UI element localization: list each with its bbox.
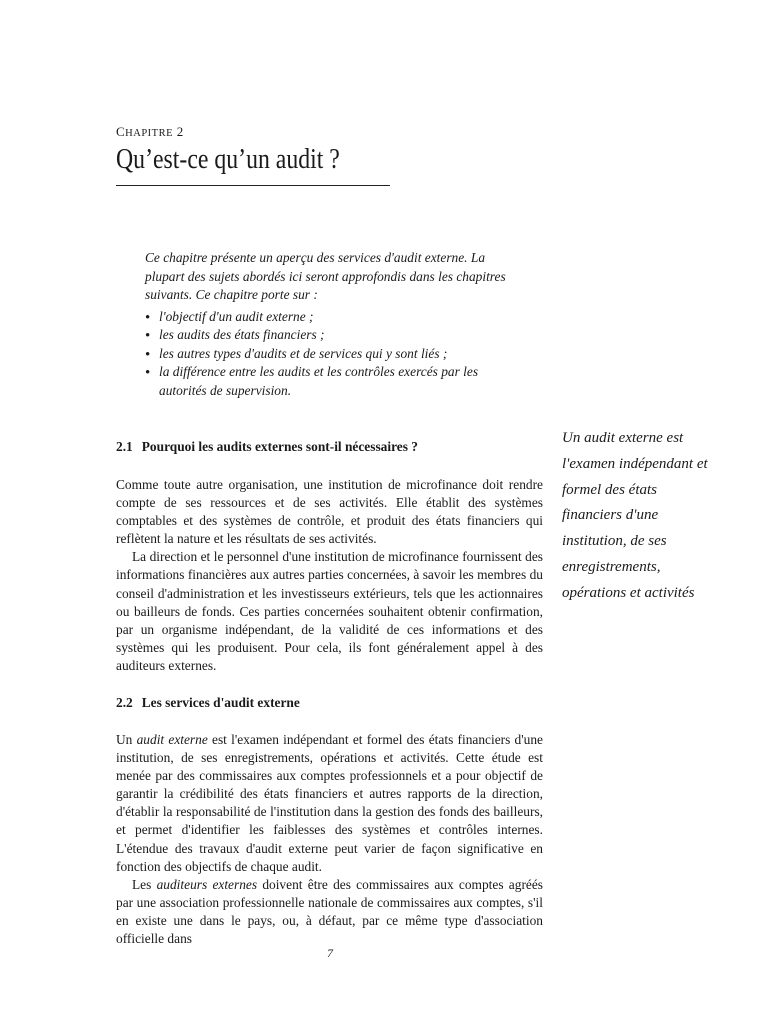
section-title: Les services d'audit externe — [141, 695, 300, 710]
text-run: est l'examen indépendant et formel des états financiers d'une institution, de ses enregistrements, opérations et activités. Cette étude est menée par des commissaires aux comptes professionnels et a pour objectif de garantir la crédibilité des états financiers et autres rapports de la direction, d'établir la responsabilité de l'institution dans la gestion des fonds des bailleurs, et permet d'identifier les faiblesses des systèmes et contrôles internes. L'étendue des travaux d'audit externe peut varier de façon significative en fonction des objectifs de chaque audit. — [116, 732, 543, 874]
section-number: 2.1 — [116, 439, 133, 454]
section-2-2-body — [116, 731, 543, 948]
chapter-label — [116, 124, 184, 140]
text-run: Un — [116, 732, 137, 747]
chapter-intro — [145, 249, 525, 400]
title-rule — [116, 185, 390, 186]
body-paragraph — [116, 876, 543, 948]
margin-note: Un audit externe est l'examen indépendant et formel des états financiers d'une institution, de ses enregistrements, opérations et activités — [562, 430, 708, 601]
intro-bullet: • l'objectif d'un audit externe ; — [145, 308, 525, 327]
body-paragraph — [116, 731, 543, 876]
text-run: doivent être des commissaires aux comptes agréés par une association professionnelle nationale de commissaires aux comptes, s'il en existe une dans le pays, ou, à défaut, par ce même type d'association officielle dans — [116, 876, 544, 947]
intro-bullet: • les audits des états financiers ; — [145, 326, 525, 345]
section-heading-2-1 — [116, 439, 418, 455]
body-paragraph: La direction et le personnel d'une institution de microfinance fournissent des informations financières aux autres parties concernées, à savoir les membres du conseil d'administration et les investisseurs extérieurs, tels que les actionnaires ou bailleurs de fonds. Ces parties concernées souhaitent obtenir confirmation, par un organisme indépendant, de la validité de ces informations et des systèmes qui les produisent. Pour cela, ils font généralement appel à des auditeurs externes. — [116, 549, 543, 673]
intro-bullet: • la différence entre les audits et les contrôles exercés par les autorités de supervision. — [145, 363, 525, 400]
term-auditeurs-externes: auditeurs externes — [156, 876, 258, 892]
term-audit-externe: audit externe — [136, 732, 208, 747]
body-paragraph: Comme toute autre organisation, une institution de microfinance doit rendre compte de ses ressources et de ses activités. Elle établit des systèmes comptables et des systèmes de contrôle, et produit des états financiers qui reflètent la nature et les résultats de ses activités. — [116, 477, 543, 547]
page-number: 7 — [327, 946, 333, 960]
chapter-label-rest: HAPITRE — [125, 128, 174, 139]
intro-bullet-list — [145, 308, 525, 401]
intro-bullet: • les autres types d'audits et de services qui y sont liés ; — [145, 345, 525, 364]
section-title: Pourquoi les audits externes sont-il nécessaires ? — [141, 439, 418, 454]
section-2-1-body — [116, 476, 543, 675]
intro-text: Ce chapitre présente un aperçu des services d'audit externe. La plupart des sujets abordés ici seront approfondis dans les chapitres suivants. Ce chapitre porte sur : — [145, 250, 506, 302]
chapter-number: 2 — [176, 124, 184, 139]
text-run: Les — [132, 876, 157, 892]
section-heading-2-2 — [116, 695, 300, 711]
chapter-title: Qu’est-ce qu’un audit ? — [116, 143, 340, 175]
section-number: 2.2 — [116, 695, 133, 710]
chapter-label-initial: C — [116, 124, 126, 139]
